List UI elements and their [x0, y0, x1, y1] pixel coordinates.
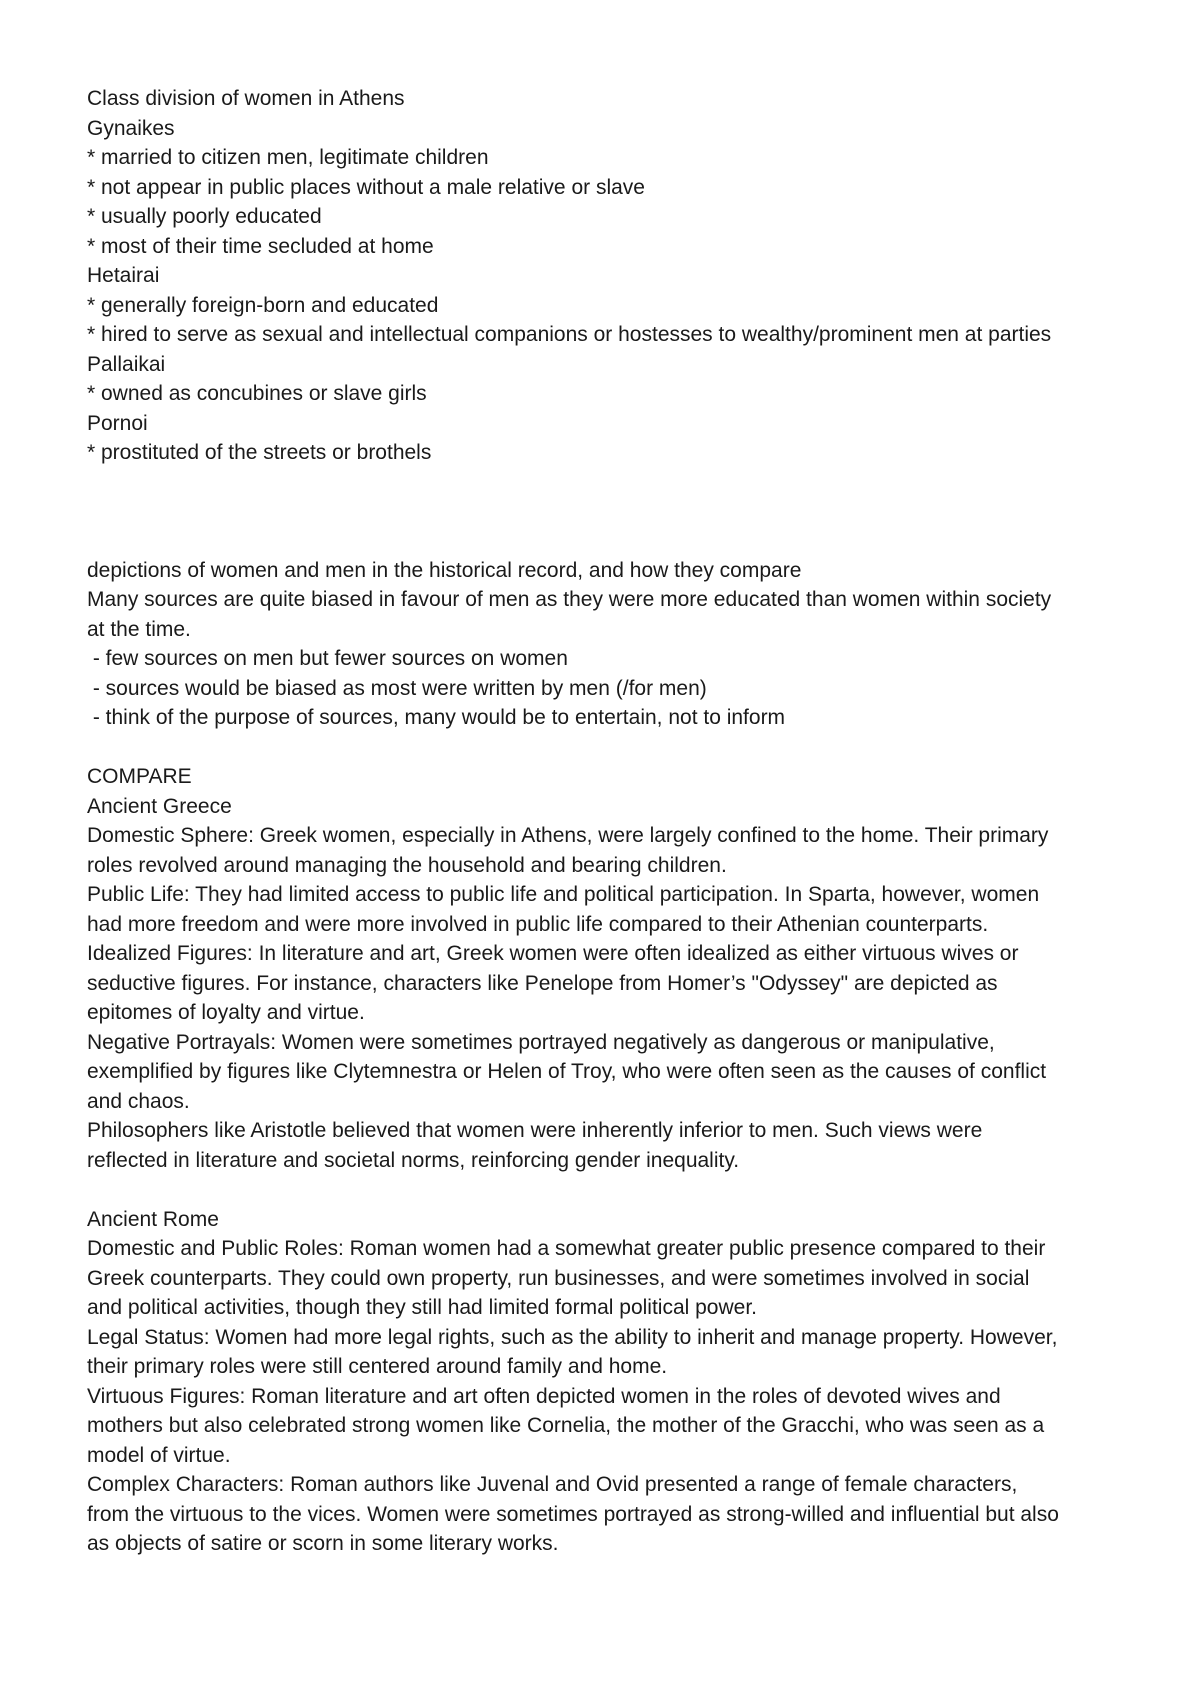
- paragraph-line: Negative Portrayals: Women were sometimes portrayed negatively as dangerous or manipulative,: [87, 1030, 995, 1054]
- section-title: COMPARE: [87, 765, 192, 788]
- section-compare-greece: [87, 762, 1127, 1175]
- paragraph-line: at the time.: [87, 617, 191, 641]
- bullet-line: * married to citizen men, legitimate children: [87, 146, 489, 169]
- paragraph-line: from the virtuous to the vices. Women were sometimes portrayed as strong-willed and influential but also: [87, 1502, 1059, 1526]
- paragraph-line: and political activities, though they still had limited formal political power.: [87, 1296, 758, 1319]
- bullet-line: * owned as concubines or slave girls: [87, 382, 427, 405]
- dash-item: - sources would be biased as most were written by men (/for men): [87, 676, 707, 700]
- paragraph-line: epitomes of loyalty and virtue.: [87, 1001, 365, 1024]
- document-page: [87, 84, 1127, 1559]
- paragraph-line: their primary roles were still centered around family and home.: [87, 1355, 668, 1378]
- paragraph-line: exemplified by figures like Clytemnestra or Helen of Troy, who were often seen as the causes of conflict: [87, 1060, 1047, 1083]
- bullet-line: * hired to serve as sexual and intellectual companions or hostesses to wealthy/prominent men at parties: [87, 323, 1052, 346]
- section-title: Class division of women in Athens: [87, 87, 405, 110]
- paragraph-line: Greek counterparts. They could own property, run businesses, and were sometimes involved in social: [87, 1266, 1030, 1290]
- paragraph-line: Idealized Figures: In literature and art, Greek women were often idealized as either virtuous wives or: [87, 942, 1019, 965]
- paragraph-line: mothers but also celebrated strong women like Cornelia, the mother of the Gracchi, who was seen as a: [87, 1414, 1045, 1437]
- paragraph-line: reflected in literature and societal norms, reinforcing gender inequality.: [87, 1148, 740, 1172]
- spacer: [87, 733, 1127, 763]
- section-ancient-rome: [87, 1205, 1127, 1559]
- paragraph-line: roles revolved around managing the household and bearing children.: [87, 853, 727, 877]
- subheading-pallaikai: Pallaikai: [87, 352, 166, 376]
- paragraph-line: as objects of satire or scorn in some literary works.: [87, 1532, 559, 1555]
- paragraph-line: Domestic and Public Roles: Roman women had a somewhat greater public presence compared to their: [87, 1237, 1046, 1260]
- paragraph-line: seductive figures. For instance, characters like Penelope from Homer’s "Odyssey" are depicted as: [87, 971, 998, 995]
- bullet-line: * usually poorly educated: [87, 205, 322, 228]
- paragraph-line: model of virtue.: [87, 1443, 231, 1467]
- paragraph-line: had more freedom and were more involved in public life compared to their Athenian counterparts.: [87, 912, 989, 936]
- paragraph-line: and chaos.: [87, 1089, 190, 1113]
- section-title: depictions of women and men in the historical record, and how they compare: [87, 558, 802, 582]
- spacer: [87, 468, 1127, 556]
- bullet-line: * prostituted of the streets or brothels: [87, 441, 432, 464]
- paragraph-line: Domestic Sphere: Greek women, especially in Athens, were largely confined to the home. Their primary: [87, 824, 1049, 847]
- section-depictions: [87, 556, 1127, 733]
- section-class-division: [87, 84, 1127, 468]
- subheading-pornoi: Pornoi: [87, 411, 148, 435]
- dash-item: - think of the purpose of sources, many would be to entertain, not to inform: [87, 706, 786, 729]
- paragraph-line: Virtuous Figures: Roman literature and art often depicted women in the roles of devoted wives and: [87, 1384, 1001, 1408]
- dash-item: - few sources on men but fewer sources on women: [87, 647, 568, 670]
- bullet-line: * generally foreign-born and educated: [87, 293, 439, 317]
- paragraph-line: Many sources are quite biased in favour of men as they were more educated than women within society: [87, 588, 1052, 611]
- paragraph-line: Legal Status: Women had more legal rights, such as the ability to inherit and manage property. However,: [87, 1325, 1058, 1349]
- subheading-gynaikes: Gynaikes: [87, 116, 175, 140]
- paragraph-line: Complex Characters: Roman authors like Juvenal and Ovid presented a range of female characters,: [87, 1473, 1018, 1496]
- bullet-line: * not appear in public places without a male relative or slave: [87, 175, 645, 199]
- paragraph-line: Public Life: They had limited access to public life and political participation. In Sparta, however, women: [87, 883, 1040, 906]
- spacer: [87, 1175, 1127, 1205]
- subheading-ancient-rome: Ancient Rome: [87, 1207, 219, 1231]
- subheading-hetairai: Hetairai: [87, 264, 160, 287]
- subheading-ancient-greece: Ancient Greece: [87, 794, 232, 818]
- paragraph-line: Philosophers like Aristotle believed that women were inherently inferior to men. Such views were: [87, 1119, 983, 1142]
- bullet-line: * most of their time secluded at home: [87, 234, 434, 258]
